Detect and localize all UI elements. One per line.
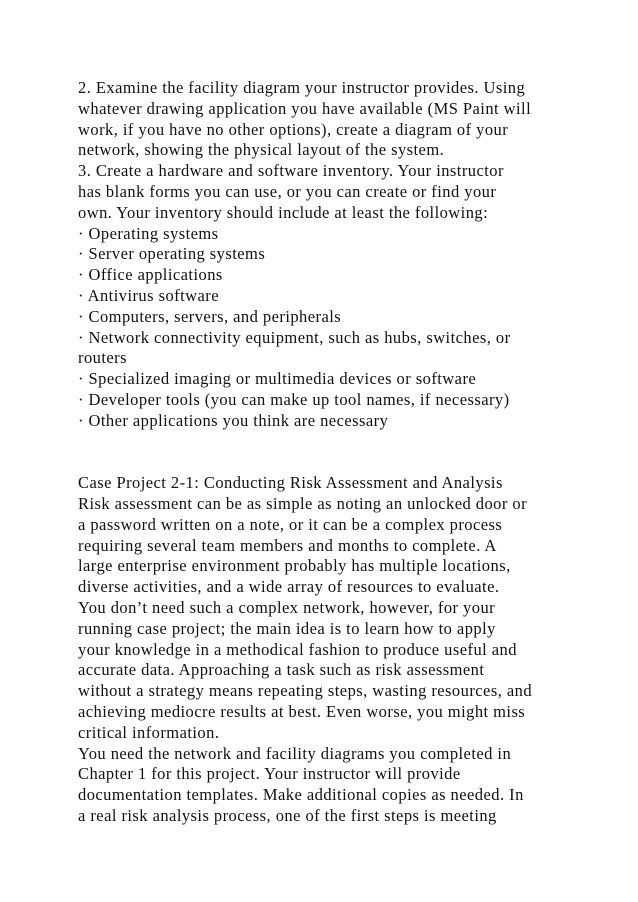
text-line: a password written on a note, or it can be a complex process	[78, 514, 503, 534]
blank-line	[78, 452, 618, 473]
text-line: a real risk analysis process, one of the first steps is meeting	[78, 805, 497, 825]
text-line: work, if you have no other options), create a diagram of your	[78, 119, 509, 139]
bullet-item: · Operating systems	[78, 223, 219, 243]
text-line: diverse activities, and a wide array of resources to evaluate.	[78, 577, 500, 597]
text-line: Risk assessment can be as simple as noting an unlocked door or	[78, 493, 528, 513]
bullet-item: · Specialized imaging or multimedia devices or software	[78, 369, 477, 389]
text-line: You need the network and facility diagrams you completed in	[78, 743, 512, 763]
bullet-item: · Office applications	[78, 265, 223, 285]
bullet-item: · Server operating systems	[78, 244, 266, 264]
bullet-item: · Network connectivity equipment, such as hubs, switches, or	[78, 327, 511, 347]
text-line: own. Your inventory should include at least the following:	[78, 202, 489, 222]
section-heading: Case Project 2-1: Conducting Risk Assessment and Analysis	[78, 473, 503, 493]
text-line: Chapter 1 for this project. Your instructor will provide	[78, 764, 461, 784]
text-line: running case project; the main idea is to learn how to apply	[78, 618, 496, 638]
text-line: has blank forms you can use, or you can create or find your	[78, 181, 497, 201]
bullet-item: · Other applications you think are necessary	[78, 410, 389, 430]
bullet-item: · Developer tools (you can make up tool names, if necessary)	[78, 389, 510, 409]
bullet-item: · Antivirus software	[78, 285, 219, 305]
text-line: requiring several team members and months to complete. A	[78, 535, 497, 555]
text-line: achieving mediocre results at best. Even worse, you might miss	[78, 701, 526, 721]
document-text	[78, 78, 618, 827]
text-line: You don’t need such a complex network, however, for your	[78, 597, 496, 617]
text-line: 2. Examine the facility diagram your instructor provides. Using	[78, 78, 526, 97]
text-line: 3. Create a hardware and software inventory. Your instructor	[78, 161, 504, 181]
text-line: without a strategy means repeating steps, wasting resources, and	[78, 681, 533, 701]
text-line: whatever drawing application you have available (MS Paint will	[78, 98, 532, 118]
text-line: your knowledge in a methodical fashion to produce useful and	[78, 639, 517, 659]
blank-line	[78, 432, 618, 453]
bullet-item: · Computers, servers, and peripherals	[78, 306, 342, 326]
text-line: large enterprise environment probably has multiple locations,	[78, 556, 511, 576]
text-line: network, showing the physical layout of the system.	[78, 140, 445, 160]
text-line: critical information.	[78, 722, 220, 742]
text-line: documentation templates. Make additional copies as needed. In	[78, 785, 524, 805]
text-line: accurate data. Approaching a task such as risk assessment	[78, 660, 485, 680]
text-line: routers	[78, 348, 127, 368]
